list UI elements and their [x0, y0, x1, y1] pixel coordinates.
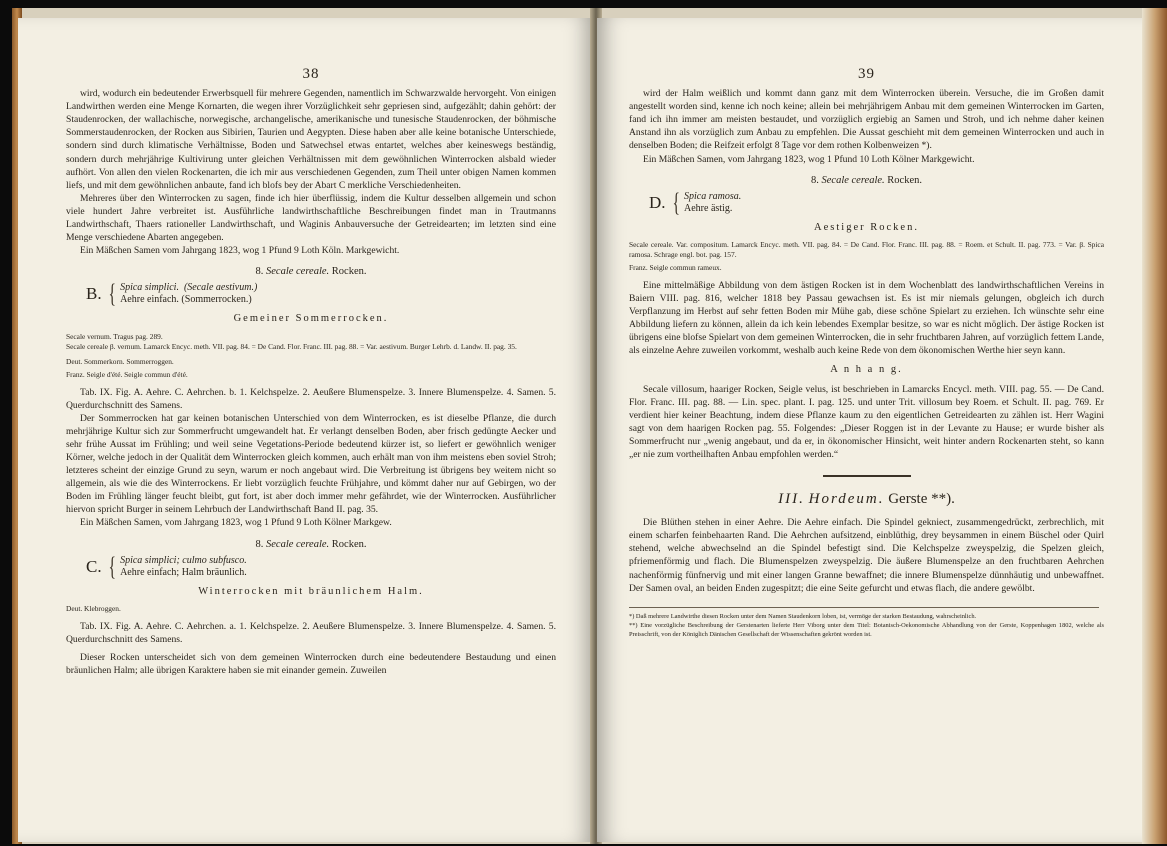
brace-icon: { — [108, 551, 116, 581]
variety-lines — [120, 282, 257, 306]
footnote-divider — [629, 607, 1099, 608]
left-page — [18, 18, 593, 842]
right-page-content — [629, 68, 1104, 639]
synonym-line: Deut. Klebroggen. — [66, 603, 121, 613]
variety-lines — [684, 191, 741, 215]
variety-letter: B. — [86, 284, 102, 304]
paragraph: Die Blüthen stehen in einer Aehre. Die Aehre einfach. Die Spindel gekniect, zusammengedrückt, zerbrechlich, mit einem scharfen feinbehaarten Rand. Die Aehrchen aufsitzend, einblüthig, drey beysammen in einem Büschel oder Quirl stehend, welche abwechselnd an die Spindel befestigt sind. Die Kelchspelze zweyspelzig, die Spelzen gleich, pfriemenförmig und flach. Die Blumenspelzen zweyspelzig. Die äußere Blumenspelze an den fruchtbaren Aehrchen nachenförmig fünfnervig und mit einer langen Granne bewaffnet; die innere Blumenspelze dünnhäutig und unbewaffnet. Der Samen oval, an beiden Enden zugespitzt; die eine Seite gefurcht und etwas flach, die andere gewölbt. — [629, 517, 1104, 594]
variety-title-c: Winterrocken mit bräunlichem Halm. — [198, 585, 424, 597]
section-latin-name: Secale cereale. — [266, 266, 330, 278]
page-number-left: 38 — [302, 66, 320, 82]
variety-synonym: (Secale aestivum.) — [183, 282, 258, 294]
synonym-line: Franz. Seigle d'été. Seigle commun d'été. — [66, 369, 188, 379]
section-number: 8. — [811, 174, 819, 186]
appendix-heading: A n h a n g. — [830, 364, 903, 376]
paragraph: wird der Halm weißlich und kommt dann ganz mit dem Winterrocken überein. Versuche, die im Großen damit angestellt worden sind, kenne ich noch keine; allein bei mehrjährigem Anbau mit dem gemeinen Winterrocken im Garten, fand ich ihn immer am meisten bestaudet, und vorzüglich ergiebig an Samen und Stroh, und ich nehme daher keinen Anstand ihn als vorzüglich zum Anbau zu empfehlen. Die Aussat geschieht mit dem gemeinen Winterrocken und auch in denselben Boden; die Reifzeit erfolgt 8 Tage vor dem rothen Kolbenweizen *). — [629, 88, 1104, 152]
variety-title-b: Gemeiner Sommerrocken. — [233, 313, 389, 325]
synonym-line: Secale cereale. Var. compositum. Lamarck Encyc. meth. VII. pag. 84. = De Cand. Flor. Franc. III. pag. 88. = Roem. et Schult. II. pag. 773. = Var. β. Spica ramosa. Schrage engl. bot. pag. 157. — [629, 239, 1104, 259]
synonym-line: Deut. Sommerkorn. Sommerroggen. — [66, 356, 174, 366]
variety-letter: D. — [649, 192, 666, 212]
variety-german: Aehre einfach; Halm bräunlich. — [120, 566, 247, 578]
variety-brace-d — [649, 187, 1104, 217]
section-divider — [823, 475, 911, 477]
section-latin-name: Secale cereale. — [266, 538, 330, 550]
left-page-content — [66, 68, 556, 677]
section-common-name: Rocken. — [331, 266, 367, 278]
plate-reference: Tab. IX. Fig. A. Aehre. C. Aehrchen. a. 1. Kelchspelze. 2. Aeußere Blumenspelze. 3. Innere Blumenspelze. 4. Samen. 5. Querdurchschnitt des Samens. — [66, 620, 556, 645]
book-edge-right — [1142, 8, 1167, 844]
paragraph: Ein Mäßchen Samen, vom Jahrgang 1823, wog 1 Pfund 9 Loth Kölner Markgew. — [80, 517, 392, 529]
section-number: 8. — [255, 266, 264, 278]
section-heading-c — [66, 538, 556, 551]
section-number: 8. — [255, 538, 264, 550]
variety-brace-c — [86, 551, 556, 581]
paragraph: Ein Mäßchen Samen, vom Jahrgang 1823, wog 1 Pfund 10 Loth Kölner Markgewicht. — [643, 153, 975, 165]
chapter-latin-name: Hordeum. — [808, 491, 885, 508]
paragraph: Eine mittelmäßige Abbildung von dem ästigen Rocken ist in dem Wochenblatt des landwirthschaftlichen Vereins in Baiern VIII. pag. 816, welcher 1818 bey Passau gewachsen ist. Es ist mir niemals gelungen, obgleich ich durch Verpflanzung im Herbst auf sehr fetten Boden mir Mühe gab, diese schöne Spielart zu erziehen. Ich wünschte sehr eine Abbildung liefern zu können, allein da ich kein lebendes Exemplar besitze, so war es nicht möglich. Der ästige Rocken ist übrigens eine blofse Spielart von dem gemeinen Winterrocken, die in sehr fruchtbaren Jahren, auf vorzüglich fettem Lande, als einzelne Aehre zuweilen vorkommt, weshalb auch keine Rede von dem ökonomischen Werthe hier seyn kann. — [629, 279, 1104, 357]
paragraph: Mehreres über den Winterrocken zu sagen, finde ich hier überflüssig, indem die Kultur desselben allgemein und schon viele hundert Jahre verbreitet ist. Ausführliche landwirthschaftliche Beschreibungen findet man in Trautmanns Landwirthschaft, Thaers rationeller Landwirthschaft, und Waginis Anbauversuche der Getreidearten; im letzten sind eine Menge verschiedene Abarten angegeben. — [66, 192, 556, 244]
variety-german: Aehre ästig. — [684, 202, 733, 214]
variety-latin: Spica simplici. — [120, 282, 179, 294]
paragraph: wird, wodurch ein bedeutender Erwerbsquell für mehrere Gegenden, namentlich im Schwarzwalde hervorgeht. Von einigen Landwirthen werden eine Menge Kornarten, die wegen ihrer Vorzüglichkeit sehr gepriesen sind, aufgezählt; dahin gehört: der Staudenrocken, der wallachische, norwegische, archangelische, amerikanische und tunesische Staudenrocken, der böhmische Sommerstaudenrocken, der Rocken aus Sibirien, Taurien und Aegypten. Diese haben aber alle keine botanische Unterschiede, sondern sind durch klimatische Verhältnisse, Boden und Satwechsel etwas entartet, welches aber keineswegs beständig, sondern durch mehrjährige Kultivirung unter gleichen Verhältnissen mit dem gewöhnlichen Winterrocken alsbald wieder aufhört. Von allen den vielen Rockenarten, die ich mir aus verschiedenen Gegenden, zum Theil unter obigen Namen kommen liefs, und mit dem gewöhnlichen anbaute, fand ich blofs bey der Abart C merkliche Verschiedenheiten. — [66, 88, 556, 191]
variety-latin: Spica ramosa. — [684, 190, 742, 202]
synonym-line: Secale vernum. Tragus pag. 289. — [66, 331, 163, 341]
book-spread — [12, 8, 1160, 844]
brace-icon: { — [672, 187, 680, 217]
section-common-name: Rocken. — [887, 174, 922, 186]
variety-german: Aehre einfach. (Sommerrocken.) — [120, 294, 252, 306]
section-heading-d — [629, 174, 1104, 187]
variety-latin: Spica simplici; culmo subfusco. — [120, 554, 247, 566]
synonym-line: Secale cereale β. vernum. Lamarck Encyc. meth. VII. pag. 84. = De Cand. Flor. Franc. III. pag. 88. = Var. aestivum. Burger Lehrb. d. Landw. II. pag. 35. — [66, 341, 517, 351]
footnote: **) Eine vorzügliche Beschreibung der Gerstenarten lieferte Herr Viborg unter dem Titel: Botanisch-Oekonomische Abhandlung von der Gerste, Koppenhagen 1802, welche als Preisschrift, von der Königlich Dänischen Gesellschaft der Wissenschaften gekrönt worden ist. — [629, 621, 1104, 638]
section-heading-b — [66, 265, 556, 278]
section-common-name: Rocken. — [331, 538, 367, 550]
plate-reference: Tab. IX. Fig. A. Aehre. C. Aehrchen. b. 1. Kelchspelze. 2. Aeußere Blumenspelze. 3. Innere Blumenspelze. 4. Samen. 5. Querdurchschnitt des Samens. — [66, 386, 556, 411]
paragraph: Der Sommerrocken hat gar keinen botanischen Unterschied von dem Winterrocken, es ist dieselbe Pflanze, die durch mehrjährige Kultur sich zur Sommerfrucht umgewandelt hat. Er verlangt denselben Boden, aber frisch gedüngte Aecker und sehr frühe Aussat im Frühling; und weil seine Vegetations-Periode bedeutend kürzer ist, so liefert er gewöhnlich weniger Körner, welche jedoch in der Qualität dem Winterrocken gleich kommen, auch erhält man von ihm meistens eben soviel Stroh; letzteres scheint der einzige Grund zu seyn, warum er noch angebaut wird. Die Verbreitung ist übrigens bey weitem nicht so allgemein, als wie die des Winterrockens. Er liebt vorzüglich feuchte Frühjahre, und kömmt daher nur auf Gebirgen, wo der Boden im Frühling länger feucht bleibt, gut fort, ist aber doch immer mehr gefährdet, wie der Winterrocken. Ausführlicher hiervon spricht Burger in seinem Lehrbuch der Landwirthschaft Band II. pag. 35. — [66, 412, 556, 516]
variety-letter: C. — [86, 556, 102, 576]
chapter-german-name: Gerste **). — [888, 491, 955, 508]
chapter-number: III. — [778, 491, 805, 508]
brace-icon: { — [108, 279, 116, 309]
variety-title-d: Aestiger Rocken. — [814, 221, 919, 233]
synonym-line: Franz. Seigle commun rameux. — [629, 262, 722, 272]
chapter-heading — [629, 493, 1104, 506]
section-latin-name: Secale cereale. — [821, 174, 885, 186]
right-page — [597, 18, 1142, 842]
page-number-right: 39 — [858, 66, 875, 82]
paragraph: Dieser Rocken unterscheidet sich von dem gemeinen Winterrocken durch eine bedeutendere Bestaudung und einen bräunlichen Halm; alle übrigen Karaktere haben sie mit einander gemein. Zuweilen — [66, 651, 556, 676]
variety-brace-b — [86, 279, 556, 309]
variety-lines — [120, 555, 247, 579]
paragraph: Ein Mäßchen Samen vom Jahrgang 1823, wog 1 Pfund 9 Loth Köln. Markgewicht. — [80, 245, 400, 257]
footnote: *) Daß mehrere Landwirthe diesen Rocken unter dem Namen Staudenkorn loben, ist, vermöge der starken Bestaudung, wahrscheinlich. — [629, 612, 977, 620]
paragraph: Secale villosum, haariger Rocken, Seigle velus, ist beschrieben in Lamarcks Encycl. meth. VIII. pag. 55. — De Cand. Flor. Franc. III. pag. 88. — Lin. spec. plant. I. pag. 125. und unter Trit. villosum bey Roem. et Schult. II. pag. 769. Er verdient hier keiner Beachtung, indem diese Pflanze kaum zu den eigentlichen Getreidearten zu zählen ist. Herr Wagini sagt von dem haarigen Rocken pag. 55. Folgendes: „Dieser Roggen ist in der Levante zu Hause; er wurde bisher als Sommerfrucht nur „wenig angebaut, und da er, in ökonomischer Hinsicht, weit hinter andern Rockenarten steht, so kann „er nie zum vortheilhaften Anbau empfohlen werden.“ — [629, 383, 1104, 460]
